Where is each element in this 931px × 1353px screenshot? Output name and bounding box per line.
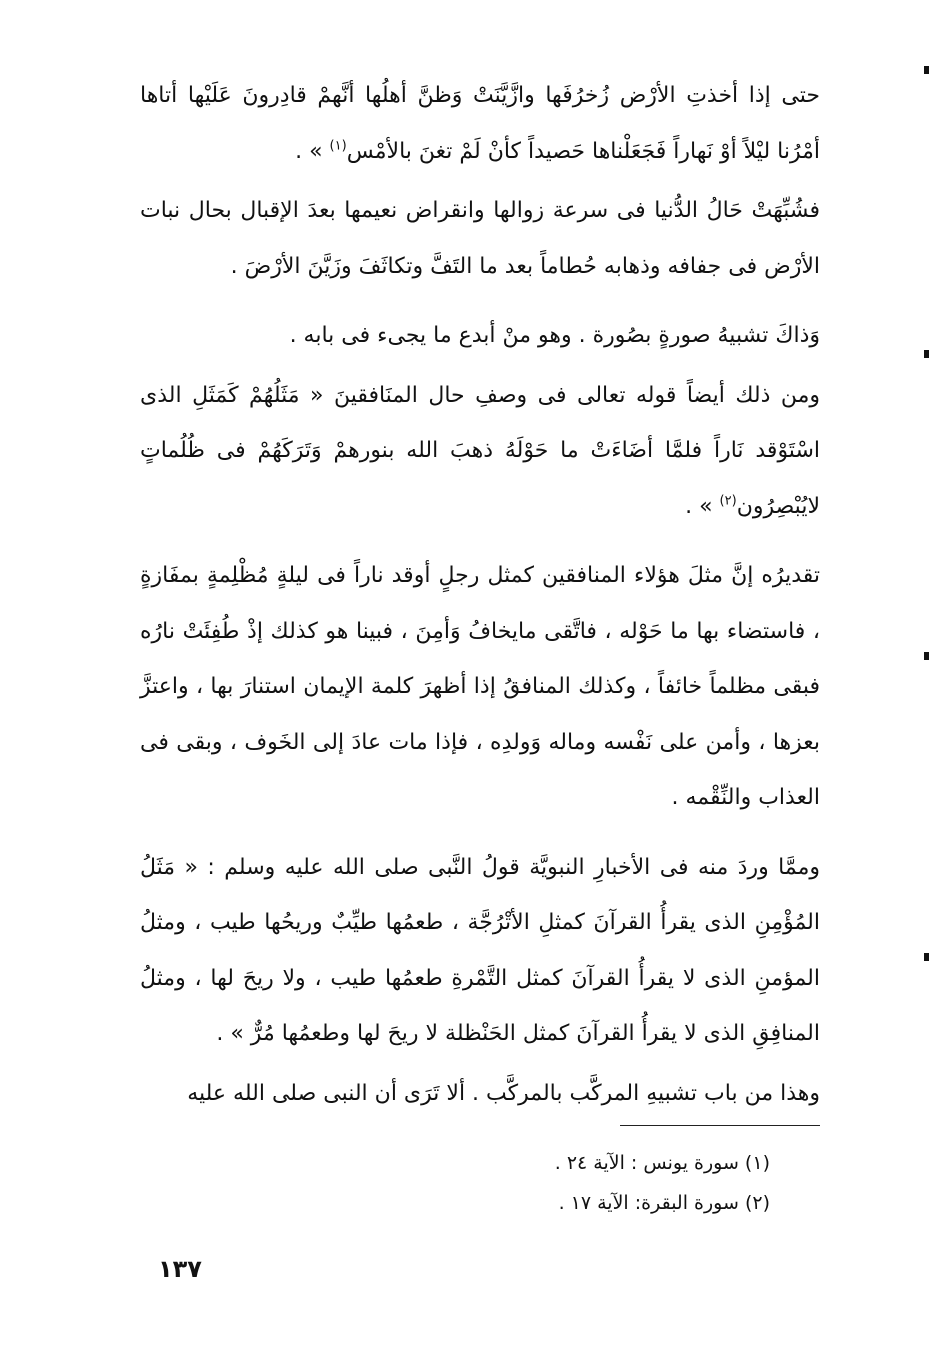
- paragraph-explanation-1: فشُبِّهَتْ حَالُ الدُّنيا فى سرعة زوالها وانقراض نعيمها بعدَ الإقبال بحال نبات الأرْض فى جفافه وذهابه حُطاماً بعد ما التَفَّ وتكاثَفَ وزَيَّنَ الأرْضَ .: [140, 198, 820, 279]
- paragraph-tail: » .: [295, 138, 330, 164]
- paragraph-image-similitude: وَذاكَ تشبيهُ صورةٍ بصُورة . وهو منْ أبدع ما يجىء فى بابه .: [289, 323, 820, 348]
- paragraph-compound-similitude: وهذا من باب تشبيهِ المركَّب بالمركَّب . ألا تَرَى أن النبى صلى الله عليه: [187, 1080, 820, 1106]
- paragraph-hadith: وممَّا وردَ منه فى الأخبارِ النبويَّة قولُ النَّبى صلى الله عليه وسلم : « مَثَلُ المُؤْمِنِ الذى يقرأُ القرآنَ كمثلِ الأتْرُجَّة ، طعمُها طيِّبٌ وريحُها طيب ، ومثلُ المؤمنِ الذى لا يقرأُ القرآنَ كمثل التَّمْرةِ طعمُها طيب ، ولا ريحَ لها ، ومثلُ المنافِقِ الذى لا يقرأُ القرآنَ كمثل الحَنْظلة لا ريحَ لها وطعمُها مُرٌّ » .: [140, 854, 820, 1046]
- main-text: [140, 68, 820, 1121]
- footnote-ref-1: (١): [329, 138, 347, 154]
- scan-margin-mark: [924, 652, 929, 660]
- footnote-ref-2: (٢): [719, 493, 737, 509]
- scan-margin-mark: [924, 953, 929, 961]
- paragraph-text: ومن ذلك أيضاً قوله تعالى فى وصفِ حال المنَافقينَ « مَثَلُهُمْ كَمَثَلِ الذى اسْتَوْقد نَاراً فلمَّا أضَاءَتْ ما حَوْلَهُ ذهبَ الله بنورهمْ وَتَرَكَهُمْ فى ظُلُماتٍ لايُبْصِرُون: [140, 382, 820, 519]
- footnote-1: (١) سورة يونس : الآية ٢٤ .: [554, 1152, 770, 1174]
- paragraph-quran-verse-1: [140, 68, 820, 179]
- page-number: ١٣٧: [158, 1255, 202, 1283]
- paragraph-quran-verse-2: [140, 368, 820, 535]
- footnotes: [400, 1143, 770, 1223]
- paragraph-text: حتى إذا أخذتِ الأرْض زُخرُفَها وازَّيَّنَتْ وَظنَّ أهلُها أنَّهمْ قادِرونَ عَلَيْها أتاها أمْرُنا ليْلاً أوْ نَهاراً فَجَعَلْناها حَصيداً كأنْ لَمْ تغنَ بالأمْس: [140, 83, 820, 164]
- footnote-2: (٢) سورة البقرة: الآية ١٧ .: [558, 1192, 770, 1214]
- footnote-divider: [620, 1125, 820, 1126]
- scan-margin-mark: [924, 66, 929, 74]
- paragraph-tail: » .: [685, 493, 720, 519]
- paragraph-explanation-2: تقديرُه إنَّ مثلَ هؤلاء المنافقين كمثل رجلٍ أوقد ناراً فى ليلةٍ مُظْلِمةٍ بمفَازةٍ ، فاستضاء بها ما حَوْله ، فاتَّقى مايخافُ وَأمِنَ ، فبينا هو كذلك إذْ طُفِئَتْ نارُه فبقى مظلماً خائفاً ، وكذلك المنافقُ إذا أظهرَ كلمة الإيمان استنارَ بها ، واعتزَّ بعزها ، وأمن على نَفْسه وماله وَولدِه ، فإذا مات عادَ إلى الخَوف ، وبقى فى العذاب والنِّقْمه .: [140, 563, 820, 810]
- scan-margin-mark: [924, 350, 929, 358]
